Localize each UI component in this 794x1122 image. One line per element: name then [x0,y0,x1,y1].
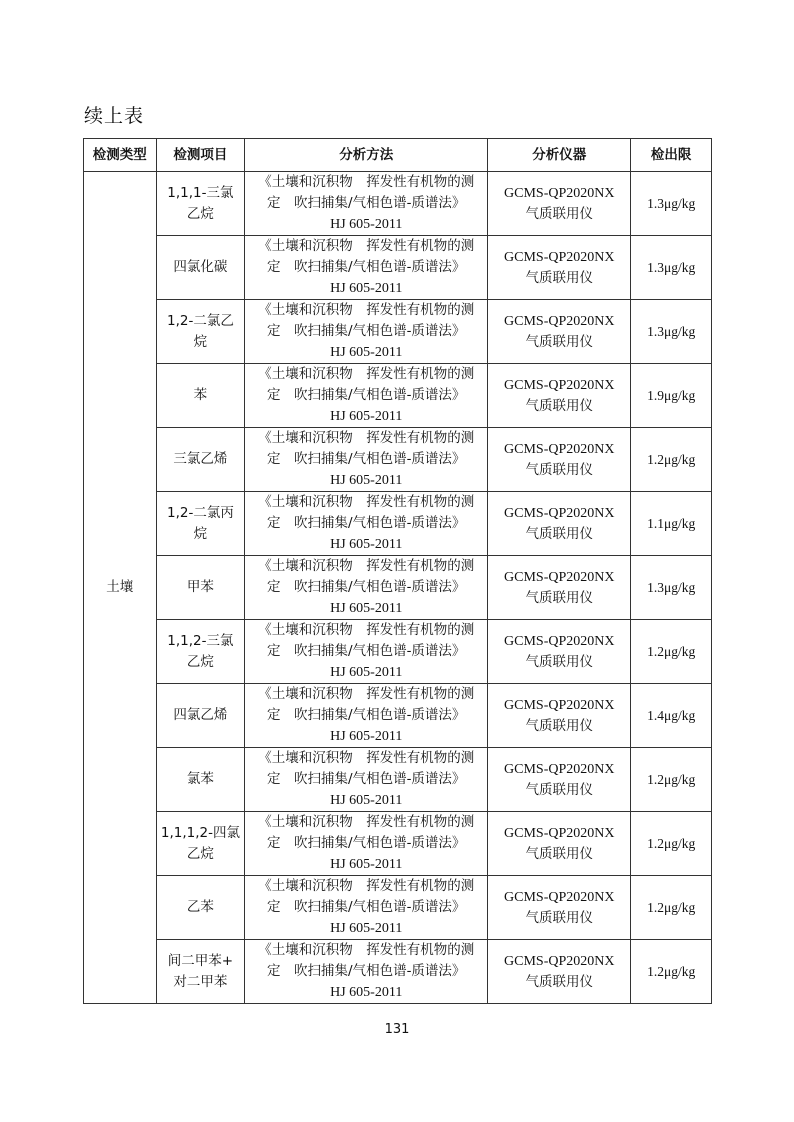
instrument-text: GCMS-QP2020NX [504,825,615,841]
method-cell [245,492,488,556]
instrument-text: GCMS-QP2020NX [504,697,615,713]
instrument-text: GCMS-QP2020NX [504,505,615,521]
method-text: HJ 605-2011 [330,217,403,232]
instrument-cell [488,428,631,492]
limit-cell: 1.3μg/kg [631,172,712,236]
instrument-cell [488,556,631,620]
method-text: 《土壤和沉积物 挥发性有机物的测 [258,750,475,766]
method-text: 《土壤和沉积物 挥发性有机物的测 [258,686,475,702]
method-text: 定 吹扫捕集/气相色谱-质谱法》 [267,515,466,531]
method-text: 定 吹扫捕集/气相色谱-质谱法》 [267,707,466,723]
method-text: HJ 605-2011 [330,729,403,744]
item-text: 乙烷 [186,205,214,222]
instrument-text: 气质联用仪 [525,205,593,222]
item-text: 苯 [193,387,208,403]
item-cell [156,748,245,812]
method-text: HJ 605-2011 [330,793,403,808]
item-text: 乙烷 [186,653,214,670]
limit-cell: 1.3μg/kg [631,300,712,364]
table-row [84,364,712,428]
item-cell [156,428,245,492]
item-text: 甲苯 [186,579,214,595]
item-text: 氯苯 [186,771,214,787]
limit-cell: 1.1μg/kg [631,492,712,556]
method-text: HJ 605-2011 [330,665,403,680]
method-text: 《土壤和沉积物 挥发性有机物的测 [258,494,475,510]
item-cell [156,492,245,556]
header-limit: 检出限 [631,139,712,172]
detection-table [83,138,712,1004]
item-cell [156,364,245,428]
instrument-text: GCMS-QP2020NX [504,185,615,201]
method-cell [245,428,488,492]
item-text: 乙苯 [186,899,214,915]
method-text: HJ 605-2011 [330,985,403,1000]
method-text: 定 吹扫捕集/气相色谱-质谱法》 [267,451,466,467]
item-text: 1,2-二氯丙 [166,504,234,521]
method-text: 《土壤和沉积物 挥发性有机物的测 [258,942,475,958]
method-cell [245,812,488,876]
instrument-text: 气质联用仪 [525,269,593,286]
limit-cell: 1.2μg/kg [631,812,712,876]
instrument-text: 气质联用仪 [525,653,593,670]
method-cell [245,684,488,748]
instrument-text: 气质联用仪 [525,781,593,798]
item-cell [156,300,245,364]
instrument-cell [488,172,631,236]
method-text: HJ 605-2011 [330,857,403,872]
item-cell [156,876,245,940]
method-text: 定 吹扫捕集/气相色谱-质谱法》 [267,835,466,851]
instrument-text: GCMS-QP2020NX [504,953,615,969]
method-cell [245,940,488,1004]
table-row [84,300,712,364]
table-row [84,172,712,236]
method-text: 定 吹扫捕集/气相色谱-质谱法》 [267,771,466,787]
method-text: HJ 605-2011 [330,281,403,296]
instrument-text: GCMS-QP2020NX [504,313,615,329]
header-instrument: 分析仪器 [488,139,631,172]
table-row [84,620,712,684]
item-cell [156,556,245,620]
method-text: 定 吹扫捕集/气相色谱-质谱法》 [267,963,466,979]
method-text: 定 吹扫捕集/气相色谱-质谱法》 [267,259,466,275]
instrument-text: GCMS-QP2020NX [504,633,615,649]
method-cell [245,172,488,236]
method-text: 《土壤和沉积物 挥发性有机物的测 [258,622,475,638]
table-row [84,812,712,876]
method-cell [245,364,488,428]
instrument-text: 气质联用仪 [525,333,593,350]
method-cell [245,300,488,364]
method-text: HJ 605-2011 [330,537,403,552]
category-cell: 土壤 [84,172,157,1004]
instrument-text: GCMS-QP2020NX [504,377,615,393]
method-text: 《土壤和沉积物 挥发性有机物的测 [258,814,475,830]
table-row [84,876,712,940]
page-number: 131 [384,1022,410,1037]
header-item: 检测项目 [156,139,245,172]
table-row [84,748,712,812]
table-row [84,492,712,556]
item-text: 对二甲苯 [173,973,228,990]
limit-cell: 1.2μg/kg [631,620,712,684]
item-cell [156,236,245,300]
limit-cell: 1.3μg/kg [631,236,712,300]
method-text: 《土壤和沉积物 挥发性有机物的测 [258,302,475,318]
instrument-cell [488,236,631,300]
instrument-text: 气质联用仪 [525,845,593,862]
instrument-cell [488,364,631,428]
method-text: 《土壤和沉积物 挥发性有机物的测 [258,238,475,254]
method-cell [245,236,488,300]
item-text: 乙烷 [186,845,214,862]
method-text: 定 吹扫捕集/气相色谱-质谱法》 [267,323,466,339]
limit-cell: 1.4μg/kg [631,684,712,748]
method-cell [245,556,488,620]
header-row [84,139,712,172]
method-text: 《土壤和沉积物 挥发性有机物的测 [258,558,475,574]
instrument-text: 气质联用仪 [525,717,593,734]
item-text: 1,1,1,2-四氯 [160,824,240,841]
table-row [84,556,712,620]
instrument-text: 气质联用仪 [525,397,593,414]
table-row [84,428,712,492]
instrument-text: GCMS-QP2020NX [504,569,615,585]
item-text: 四氯化碳 [173,259,228,275]
limit-cell: 1.2μg/kg [631,876,712,940]
item-text: 四氯乙烯 [173,707,228,723]
item-cell [156,684,245,748]
instrument-text: GCMS-QP2020NX [504,889,615,905]
method-text: HJ 605-2011 [330,345,403,360]
method-text: HJ 605-2011 [330,601,403,616]
instrument-text: GCMS-QP2020NX [504,761,615,777]
method-text: 《土壤和沉积物 挥发性有机物的测 [258,174,475,190]
instrument-cell [488,300,631,364]
limit-cell: 1.2μg/kg [631,428,712,492]
instrument-cell [488,748,631,812]
item-text: 1,2-二氯乙 [166,312,234,329]
item-text: 烷 [193,525,208,542]
method-text: 《土壤和沉积物 挥发性有机物的测 [258,430,475,446]
instrument-cell [488,492,631,556]
table-row [84,684,712,748]
item-cell [156,620,245,684]
instrument-text: 气质联用仪 [525,461,593,478]
table-row [84,940,712,1004]
method-text: 定 吹扫捕集/气相色谱-质谱法》 [267,579,466,595]
item-cell [156,172,245,236]
instrument-text: 气质联用仪 [525,525,593,542]
table-row [84,236,712,300]
instrument-cell [488,684,631,748]
instrument-text: GCMS-QP2020NX [504,249,615,265]
method-cell [245,620,488,684]
limit-cell: 1.2μg/kg [631,748,712,812]
header-method: 分析方法 [245,139,488,172]
item-text: 三氯乙烯 [173,451,228,467]
method-text: 《土壤和沉积物 挥发性有机物的测 [258,366,475,382]
table-caption: 续上表 [84,105,145,127]
instrument-cell [488,876,631,940]
instrument-text: 气质联用仪 [525,909,593,926]
instrument-text: 气质联用仪 [525,589,593,606]
method-text: 定 吹扫捕集/气相色谱-质谱法》 [267,899,466,915]
instrument-cell [488,940,631,1004]
item-text: 烷 [193,333,208,350]
limit-cell: 1.2μg/kg [631,940,712,1004]
table-body [84,172,712,1004]
method-cell [245,876,488,940]
method-text: 定 吹扫捕集/气相色谱-质谱法》 [267,195,466,211]
item-cell [156,812,245,876]
instrument-text: 气质联用仪 [525,973,593,990]
instrument-cell [488,812,631,876]
limit-cell: 1.3μg/kg [631,556,712,620]
item-cell [156,940,245,1004]
method-text: 《土壤和沉积物 挥发性有机物的测 [258,878,475,894]
instrument-text: GCMS-QP2020NX [504,441,615,457]
method-text: HJ 605-2011 [330,473,403,488]
item-text: 1,1,1-三氯 [167,184,234,201]
method-text: 定 吹扫捕集/气相色谱-质谱法》 [267,387,466,403]
method-text: 定 吹扫捕集/气相色谱-质谱法》 [267,643,466,659]
limit-cell: 1.9μg/kg [631,364,712,428]
item-text: 1,1,2-三氯 [167,632,234,649]
method-text: HJ 605-2011 [330,921,403,936]
instrument-cell [488,620,631,684]
method-cell [245,748,488,812]
header-type: 检测类型 [84,139,157,172]
item-text: 间二甲苯+ [167,952,234,969]
method-text: HJ 605-2011 [330,409,403,424]
